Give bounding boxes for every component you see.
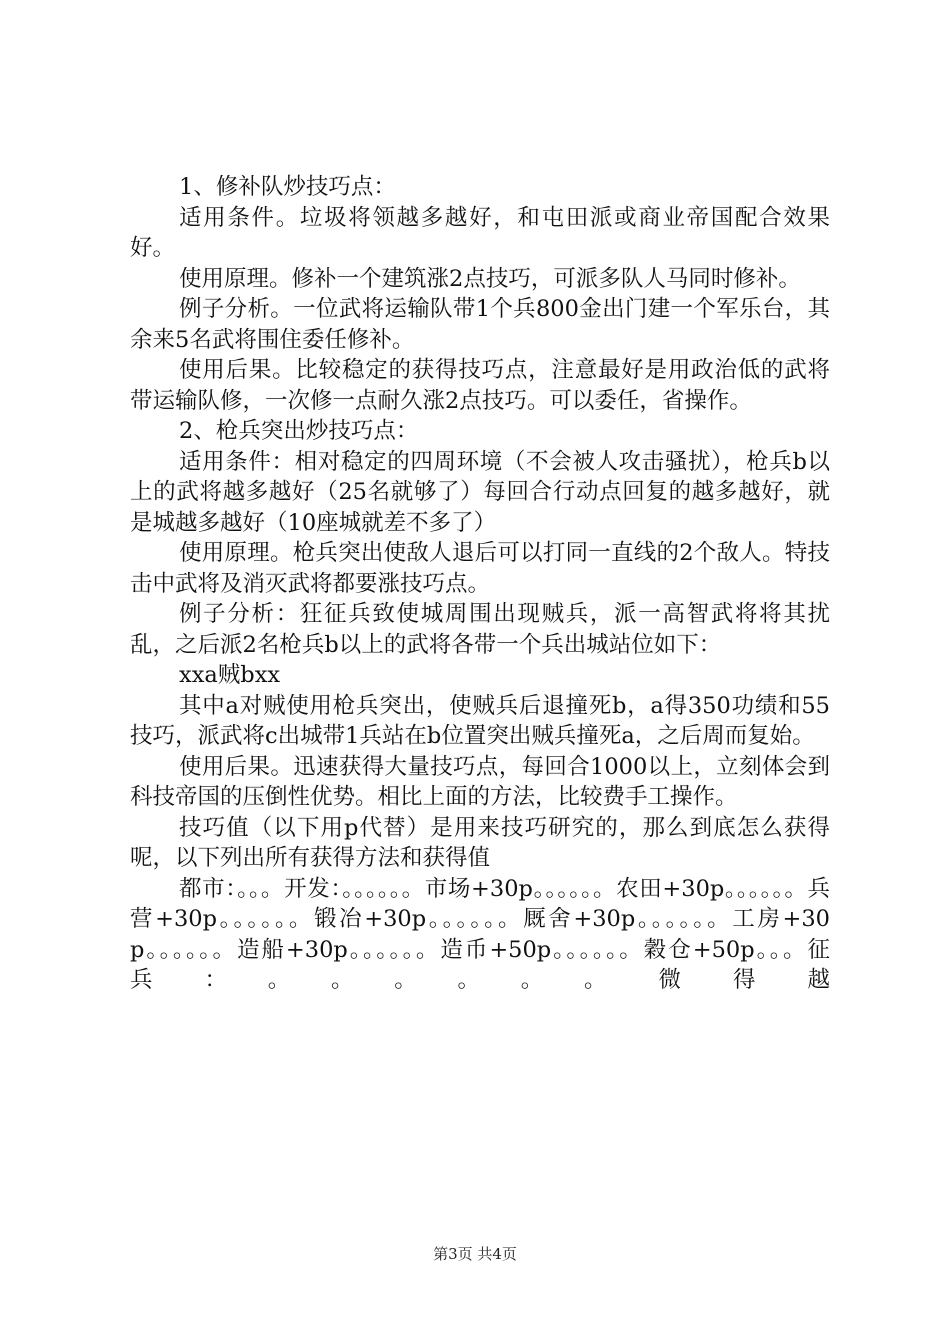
paragraph-principle-2: 使用原理。枪兵突出使敌人退后可以打同一直线的2个敌人。特技击中武将及消灭武将都要涨技巧点。 — [130, 540, 830, 597]
paragraph-conditions-2: 适用条件：相对稳定的四周环境（不会被人攻击骚扰），枪兵b以上的武将越多越好（25名就够了）每回合行动点回复的越多越好，就是城越多越好（10座城就差不多了） — [130, 448, 830, 536]
paragraph-conditions-1: 适用条件。垃圾将领越多越好，和屯田派或商业帝国配合效果好。 — [130, 204, 830, 261]
formation-line: xxa贼bxx — [179, 662, 281, 688]
paragraph-principle-1: 使用原理。修补一个建筑涨2点技巧，可派多队人马同时修补。 — [179, 265, 801, 292]
paragraph-result-1: 使用后果。比较稳定的获得技巧点，注意最好是用政治低的武将带运输队修，一次修一点耐久涨2点技巧。可以委任，省操作。 — [130, 357, 830, 414]
paragraph-technique-intro: 技巧值（以下用p代替）是用来技巧研究的，那么到底怎么获得呢，以下列出所有获得方法和获得值 — [130, 814, 830, 871]
paragraph-example-1: 例子分析。一位武将运输队带1个兵800金出门建一个军乐台，其余来5名武将围住委任修补。 — [130, 296, 830, 353]
paragraph-explanation-2: 其中a对贼使用枪兵突出，使贼兵后退撞死b，a得350功绩和55技巧，派武将c出城带1兵站在b位置突出贼兵撞死a，之后周而复始。 — [130, 692, 830, 749]
page-footer: 第3页 共4页 — [433, 1245, 517, 1263]
section-heading-2: 2、枪兵突出炒技巧点： — [179, 418, 419, 444]
paragraph-result-2: 使用后果。迅速获得大量技巧点，每回合1000以上，立刻体会到科技帝国的压倒性优势。相比上面的方法，比较费手工操作。 — [130, 753, 830, 810]
document-body — [130, 172, 830, 996]
paragraph-example-2: 例子分析：狂征兵致使城周围出现贼兵，派一高智武将将其扰乱，之后派2名枪兵b以上的武将各带一个兵出城站位如下： — [130, 601, 830, 658]
section-heading-1: 1、修补队炒技巧点： — [179, 174, 396, 200]
paragraph-technique-values: 都市：。。。开发：。。。。。。市场+30p。。。。。。农田+30p。。。。。。兵营+30p。。。。。。锻冶+30p。。。。。。厩舍+30p。。。。。。工房+30p。。。。。。造船+30p。。。。。。造币+50p。。。。。。穀仓+50p。。。征兵：。。。。。。微得越 — [130, 875, 830, 993]
